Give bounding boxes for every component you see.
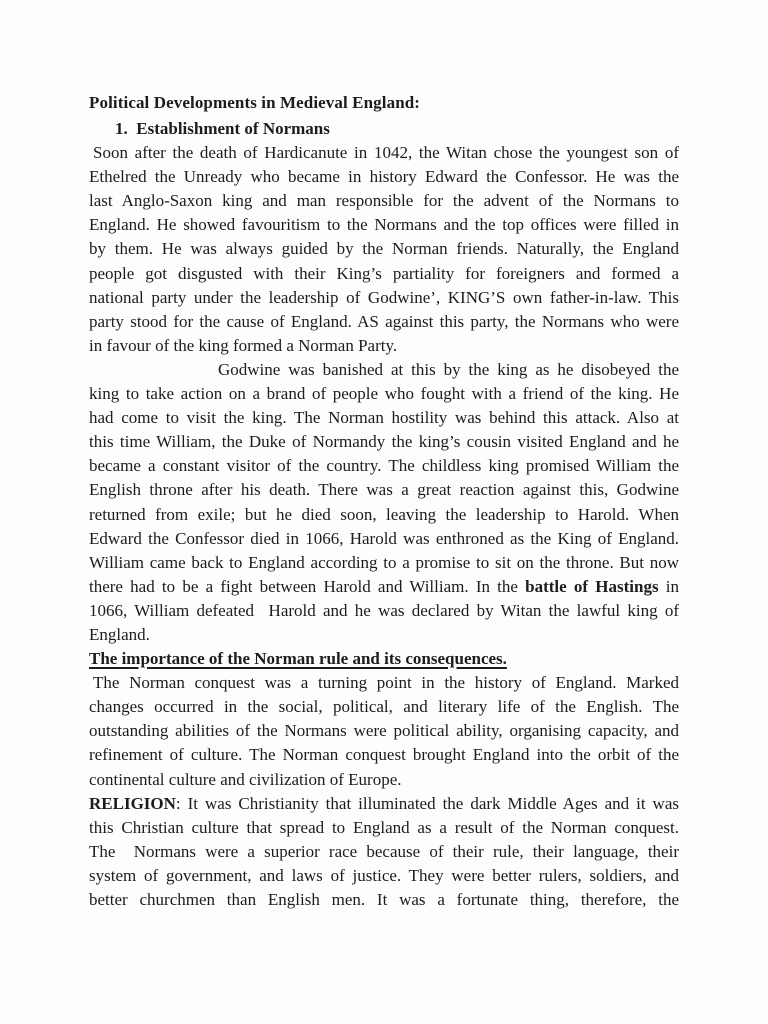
text-line: by them. He was always guided by the Norman friends. Naturally, the England xyxy=(89,239,679,259)
text-line: this time William, the Duke of Normandy the king’s cousin visited England and he xyxy=(89,432,679,452)
text-line: last Anglo-Saxon king and man responsible for the advent of the Normans to xyxy=(89,191,679,211)
text-line: Soon after the death of Hardicanute in 1042, the Witan chose the youngest son of xyxy=(93,143,679,163)
text-line: there had to be a fight between Harold and William. In the battle of Hastings in xyxy=(89,576,679,596)
text-line: king to take action on a brand of people who fought with a friend of the king. He xyxy=(89,384,679,404)
text-line: Edward the Confessor died in 1066, Harold was enthroned as the King of England. xyxy=(89,528,679,548)
section-1-heading: 1. Establishment of Normans xyxy=(115,119,330,138)
text-line: this Christian culture that spread to England as a result of the Norman conquest. xyxy=(89,817,679,837)
text-line: England. xyxy=(89,624,150,644)
document-text-block xyxy=(89,88,679,912)
text-line: national party under the leadership of Godwine’, KING’S own father-in-law. This xyxy=(89,287,679,307)
text-line: in favour of the king formed a Norman Party. xyxy=(89,335,398,355)
text-line: The Normans were a superior race because of their rule, their language, their xyxy=(89,841,679,861)
text-line: people got disgusted with their King’s partiality for foreigners and formed a xyxy=(89,263,679,283)
text-line: party stood for the cause of England. AS against this party, the Normans who were xyxy=(89,311,679,331)
text-line: William came back to England according to a promise to sit on the throne. But now xyxy=(89,552,679,572)
text-line: Ethelred the Unready who became in history Edward the Confessor. He was the xyxy=(89,167,679,187)
text-line: better churchmen than English men. It was a fortunate thing, therefore, the xyxy=(89,890,679,909)
text-line: England. He showed favouritism to the Normans and the top offices were filled in xyxy=(89,215,679,235)
text-line: changes occurred in the social, political, and literary life of the English. The xyxy=(89,697,679,717)
text-line: had come to visit the king. The Norman hostility was behind this attack. Also at xyxy=(89,408,679,428)
text-line: 1066, William defeated Harold and he was declared by Witan the lawful king of xyxy=(89,600,679,620)
text-line: outstanding abilities of the Normans were political ability, organising capacity, and xyxy=(89,721,679,741)
doc-title: Political Developments in Medieval England: xyxy=(89,93,421,112)
text-line: refinement of culture. The Norman conquest brought England into the orbit of the xyxy=(89,745,679,765)
section-2-heading: The importance of the Norman rule and its consequences. xyxy=(89,649,507,669)
text-line: system of government, and laws of justice. They were better rulers, soldiers, and xyxy=(89,865,679,885)
text-line: English throne after his death. There was a great reaction against this, Godwine xyxy=(89,480,679,500)
text-line: continental culture and civilization of Europe. xyxy=(89,769,402,789)
text-line: became a constant visitor of the country. The childless king promised William the xyxy=(89,456,679,476)
text-line: RELIGION: It was Christianity that illuminated the dark Middle Ages and it was xyxy=(89,793,679,813)
text-line: The Norman conquest was a turning point in the history of England. Marked xyxy=(93,673,679,693)
text-line: returned from exile; but he died soon, leaving the leadership to Harold. When xyxy=(89,504,679,524)
text-line: Godwine was banished at this by the king as he disobeyed the xyxy=(218,359,679,379)
